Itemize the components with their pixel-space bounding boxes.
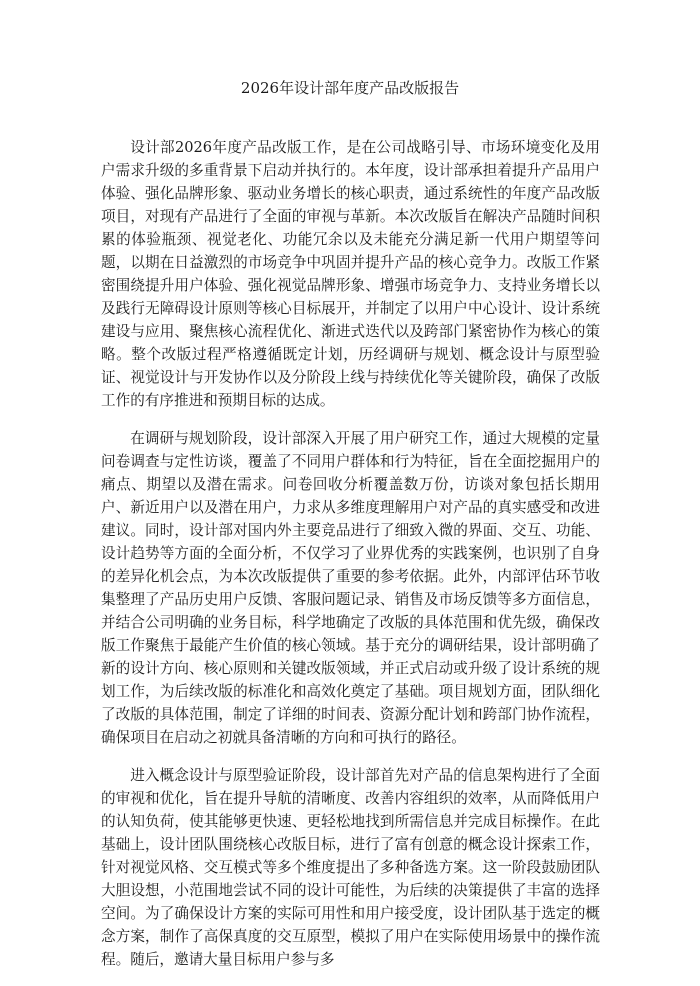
paragraph-2: 在调研与规划阶段，设计部深入开展了用户研究工作，通过大规模的定量问卷调查与定性访谈，覆盖了不同用户群体和行为特征，旨在全面挖掘用户的痛点、期望以及潜在需求。问卷回收分析覆盖数万份，访谈对象包括长期用户、新近用户以及潜在用户，力求从多维度理解用户对产品的真实感受和改进建议。同时，设计部对国内外主要竞品进行了细致入微的界面、交互、功能、设计趋势等方面的全面分析，不仅学习了业界优秀的实践案例，也识别了自身的差异化机会点，为本次改版提供了重要的参考依据。此外，内部评估环节收集整理了产品历史用户反馈、客服问题记录、销售及市场反馈等多方面信息，并结合公司明确的业务目标，科学地确定了改版的具体范围和优先级，确保改版工作聚焦于最能产生价值的核心领域。基于充分的调研结果，设计部明确了新的设计方向、核心原则和关键改版领域，并正式启动或升级了设计系统的规划工作，为后续改版的标准化和高效化奠定了基础。项目规划方面，团队细化了改版的具体范围，制定了详细的时间表、资源分配计划和跨部门协作流程，确保项目在启动之初就具备清晰的方向和可执行的路径。 [101, 430, 600, 746]
paragraph-3: 进入概念设计与原型验证阶段，设计部首先对产品的信息架构进行了全面的审视和优化，旨在提升导航的清晰度、改善内容组织的效率，从而降低用户的认知负荷，使其能够更快速、更轻松地找到所需信息并完成目标操作。在此基础上，设计团队围绕核心改版目标，进行了富有创意的概念设计探索工作，针对视觉风格、交互模式等多个维度提出了多种备选方案。这一阶段鼓励团队大胆设想，小范围地尝试不同的设计可能性，为后续的决策提供了丰富的选择空间。为了确保设计方案的实际可用性和用户接受度，设计团队基于选定的概念方案，制作了高保真度的交互原型，模拟了用户在实际使用场景中的操作流程。随后，邀请大量目标用户参与多 [101, 767, 600, 968]
document-body [101, 136, 600, 986]
paragraph-1: 设计部2026年度产品改版工作，是在公司战略引导、市场环境变化及用户需求升级的多重背景下启动并执行的。本年度，设计部承担着提升产品用户体验、强化品牌形象、驱动业务增长的核心职责，通过系统性的年度产品改版项目，对现有产品进行了全面的审视与革新。本次改版旨在解决产品随时间积累的体验瓶颈、视觉老化、功能冗余以及未能充分满足新一代用户期望等问题，以期在日益激烈的市场竞争中巩固并提升产品的核心竞争力。改版工作紧密围绕提升用户体验、强化视觉品牌形象、增强市场竞争力、支持业务增长以及践行无障碍设计原则等核心目标展开，并制定了以用户中心设计、设计系统建设与应用、聚焦核心流程优化、渐进式迭代以及跨部门紧密协作为核心的策略。整个改版过程严格遵循既定计划，历经调研与规划、概念设计与原型验证、视觉设计与开发协作以及分阶段上线与持续优化等关键阶段，确保了改版工作的有序推进和预期目标的达成。 [101, 139, 600, 409]
document-title: 2026年设计部年度产品改版报告 [240, 79, 460, 97]
